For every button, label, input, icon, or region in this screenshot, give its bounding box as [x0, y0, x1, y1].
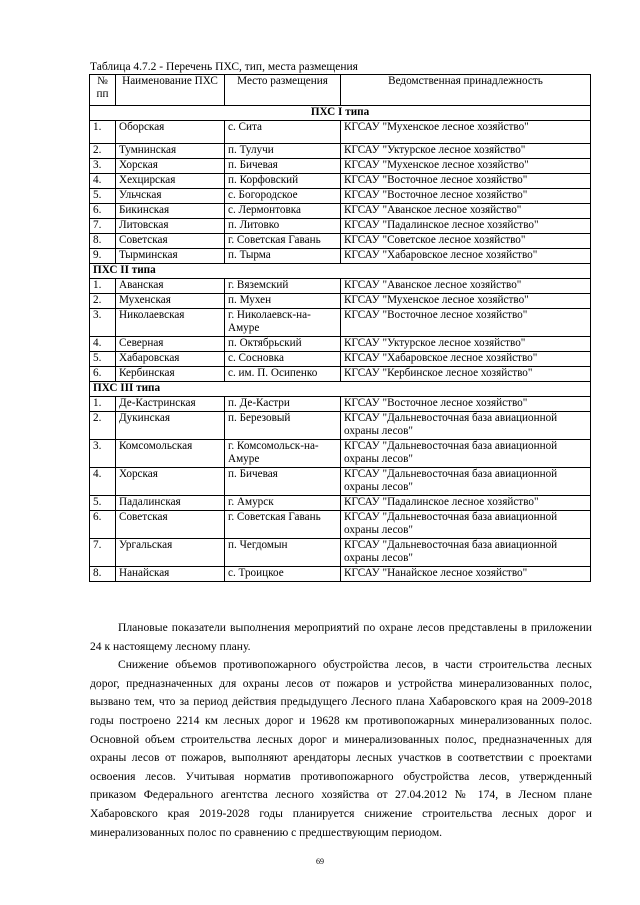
table-row — [90, 496, 591, 511]
cell-n: 3. — [90, 159, 116, 174]
table-row — [90, 219, 591, 234]
cell-place: с. им. П. Осипенко — [225, 367, 341, 382]
cell-name: Советская — [116, 234, 225, 249]
cell-n: 2. — [90, 412, 116, 440]
cell-name: Мухенская — [116, 294, 225, 309]
cell-name: Советская — [116, 511, 225, 539]
cell-n: 2. — [90, 144, 116, 159]
cell-place: п. Тырма — [225, 249, 341, 264]
cell-dept: КГСАУ "Мухенское лесное хозяйство" — [341, 294, 591, 309]
cell-name: Комсомольская — [116, 440, 225, 468]
cell-dept: КГСАУ "Уктурское лесное хозяйство" — [341, 337, 591, 352]
group-title: ПХС II типа — [90, 264, 591, 279]
cell-place: п. Бичевая — [225, 468, 341, 496]
cell-place: п. Мухен — [225, 294, 341, 309]
cell-name: Оборская — [116, 121, 225, 144]
cell-place: п. Чегдомын — [225, 539, 341, 567]
cell-dept: КГСАУ "Восточное лесное хозяйство" — [341, 189, 591, 204]
table-caption: Таблица 4.7.2 - Перечень ПХС, тип, места размещения — [90, 61, 358, 73]
cell-dept: КГСАУ "Восточное лесное хозяйство" — [341, 174, 591, 189]
cell-place: с. Сосновка — [225, 352, 341, 367]
cell-name: Северная — [116, 337, 225, 352]
table-row — [90, 204, 591, 219]
cell-n: 4. — [90, 337, 116, 352]
cell-name: Литовская — [116, 219, 225, 234]
cell-dept: КГСАУ "Кербинское лесное хозяйство" — [341, 367, 591, 382]
cell-dept: КГСАУ "Падалинское лесное хозяйство" — [341, 496, 591, 511]
cell-name: Падалинская — [116, 496, 225, 511]
cell-dept: КГСАУ "Дальневосточная база авиационной охраны лесов" — [341, 468, 591, 496]
cell-n: 3. — [90, 309, 116, 337]
cell-place: г. Комсомольск-на-Амуре — [225, 440, 341, 468]
cell-n: 5. — [90, 496, 116, 511]
cell-place: с. Богородское — [225, 189, 341, 204]
cell-name: Кербинская — [116, 367, 225, 382]
cell-n: 3. — [90, 440, 116, 468]
page-number: 69 — [316, 857, 324, 866]
cell-name: Ургальская — [116, 539, 225, 567]
group-title: ПХС I типа — [90, 106, 591, 121]
cell-n: 9. — [90, 249, 116, 264]
table-row — [90, 279, 591, 294]
table-row — [90, 397, 591, 412]
table-body — [90, 106, 591, 582]
cell-n: 5. — [90, 189, 116, 204]
cell-n: 1. — [90, 121, 116, 144]
cell-dept: КГСАУ "Хабаровское лесное хозяйство" — [341, 352, 591, 367]
cell-dept: КГСАУ "Падалинское лесное хозяйство" — [341, 219, 591, 234]
cell-n: 8. — [90, 567, 116, 582]
cell-place: п. Березовый — [225, 412, 341, 440]
cell-name: Нанайская — [116, 567, 225, 582]
cell-dept: КГСАУ "Мухенское лесное хозяйство" — [341, 121, 591, 144]
cell-place: п. Октябрьский — [225, 337, 341, 352]
cell-n: 7. — [90, 539, 116, 567]
cell-dept: КГСАУ "Хабаровское лесное хозяйство" — [341, 249, 591, 264]
cell-place: с. Сита — [225, 121, 341, 144]
cell-name: Дукинская — [116, 412, 225, 440]
cell-dept: КГСАУ "Дальневосточная база авиационной охраны лесов" — [341, 539, 591, 567]
table-header-row — [90, 75, 591, 106]
cell-dept: КГСАУ "Дальневосточная база авиационной охраны лесов" — [341, 412, 591, 440]
cell-name: Аванская — [116, 279, 225, 294]
group-header-row — [90, 382, 591, 397]
cell-place: п. Де-Кастри — [225, 397, 341, 412]
cell-place: г. Советская Гавань — [225, 234, 341, 249]
table-row — [90, 189, 591, 204]
table-row — [90, 144, 591, 159]
table-row — [90, 412, 591, 440]
table-row — [90, 567, 591, 582]
cell-dept: КГСАУ "Восточное лесное хозяйство" — [341, 309, 591, 337]
cell-n: 1. — [90, 397, 116, 412]
cell-name: Хабаровская — [116, 352, 225, 367]
table-row — [90, 309, 591, 337]
table-row — [90, 468, 591, 496]
cell-name: Хорская — [116, 159, 225, 174]
cell-place: п. Бичевая — [225, 159, 341, 174]
cell-n: 6. — [90, 511, 116, 539]
cell-place: с. Троицкое — [225, 567, 341, 582]
cell-place: п. Тулучи — [225, 144, 341, 159]
table-row — [90, 249, 591, 264]
cell-n: 6. — [90, 367, 116, 382]
cell-dept: КГСАУ "Дальневосточная база авиационной охраны лесов" — [341, 440, 591, 468]
cell-place: г. Советская Гавань — [225, 511, 341, 539]
cell-n: 1. — [90, 279, 116, 294]
cell-name: Ульчская — [116, 189, 225, 204]
cell-name: Тырминская — [116, 249, 225, 264]
cell-place: г. Николаевск-на-Амуре — [225, 309, 341, 337]
cell-place: п. Корфовский — [225, 174, 341, 189]
table-row — [90, 337, 591, 352]
cell-n: 4. — [90, 468, 116, 496]
paragraph: Плановые показатели выполнения мероприятий по охране лесов представлены в приложении 24 к настоящему лесному плану. — [90, 621, 592, 653]
group-header-row — [90, 106, 591, 121]
cell-place: п. Литовко — [225, 219, 341, 234]
table-row — [90, 352, 591, 367]
cell-place: с. Лермонтовка — [225, 204, 341, 219]
cell-dept: КГСАУ "Восточное лесное хозяйство" — [341, 397, 591, 412]
paragraph: Снижение объемов противопожарного обустройства лесов, в части строительства лесных дорог, предназначенных для охраны лесов от пожаров и устройства минерализованных полос, вызвано тем, что за период действия предыдущего Лесного плана Хабаровского края на 2009-2018 годы построено 2214 км лесных дорог и 19628 км противопожарных минерализованных полос. Основной объем строительства лесных дорог и минерализованных полос, предназначенных для охраны лесов от пожаров, выполняют арендаторы лесных участков в соответствии с проектами освоения лесов. Учитывая норматив противопожарного обустройства лесов, утвержденный приказом Федерального агентства лесного хозяйства от 27.04.2012 № 174, в Лесном плане Хабаровского края 2019-2028 годы планируется снижение строительства лесных дорог и минерализованных полос по сравнению с предшествующим периодом. — [90, 658, 592, 839]
header-dept: Ведомственная принадлежность — [341, 75, 591, 106]
header-place: Место размещения — [225, 75, 341, 106]
cell-dept: КГСАУ "Дальневосточная база авиационной охраны лесов" — [341, 511, 591, 539]
cell-dept: КГСАУ "Уктурское лесное хозяйство" — [341, 144, 591, 159]
table-row — [90, 511, 591, 539]
cell-name: Бикинская — [116, 204, 225, 219]
cell-n: 7. — [90, 219, 116, 234]
cell-name: Хехцирская — [116, 174, 225, 189]
table-row — [90, 440, 591, 468]
group-header-row — [90, 264, 591, 279]
cell-n: 4. — [90, 174, 116, 189]
group-title: ПХС III типа — [90, 382, 591, 397]
table-row — [90, 174, 591, 189]
header-num: № пп — [90, 75, 116, 106]
cell-n: 6. — [90, 204, 116, 219]
cell-n: 5. — [90, 352, 116, 367]
cell-dept: КГСАУ "Мухенское лесное хозяйство" — [341, 159, 591, 174]
cell-place: г. Амурск — [225, 496, 341, 511]
cell-n: 2. — [90, 294, 116, 309]
cell-dept: КГСАУ "Аванское лесное хозяйство" — [341, 204, 591, 219]
table-row — [90, 121, 591, 144]
cell-dept: КГСАУ "Нанайское лесное хозяйство" — [341, 567, 591, 582]
table-row — [90, 294, 591, 309]
table-row — [90, 159, 591, 174]
table-row — [90, 234, 591, 249]
table-row — [90, 367, 591, 382]
header-name: Наименование ПХС — [116, 75, 225, 106]
cell-dept: КГСАУ "Советское лесное хозяйство" — [341, 234, 591, 249]
cell-place: г. Вяземский — [225, 279, 341, 294]
cell-name: Николаевская — [116, 309, 225, 337]
cell-name: Тумнинская — [116, 144, 225, 159]
cell-dept: КГСАУ "Аванское лесное хозяйство" — [341, 279, 591, 294]
table-row — [90, 539, 591, 567]
body-text — [90, 619, 592, 842]
cell-name: Хорская — [116, 468, 225, 496]
cell-n: 8. — [90, 234, 116, 249]
phs-table — [89, 74, 591, 582]
cell-name: Де-Кастринская — [116, 397, 225, 412]
